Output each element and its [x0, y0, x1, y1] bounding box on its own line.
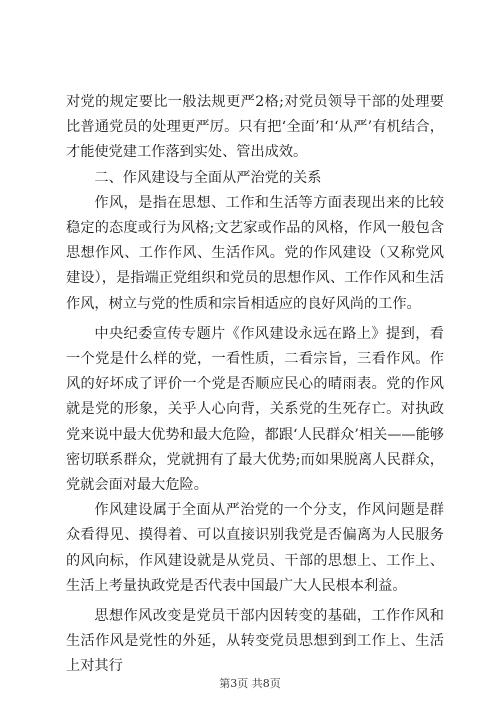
paragraph-thought-style: 思想作风改变是党员干部内因转变的基础，工作作风和生活作风是党性的外延，从转变党员思想到到工作上、生活上对其行	[66, 608, 444, 675]
paragraph-definition: 作风，是指在思想、工作和生活等方面表现出来的比较稳定的态度或行为风格;文艺家或作品的风格，作风一般包含思想作风、工作作风、生活作风。党的作风建设（又称党风建设），是指端正党组织和党员的思想作风、工作作风和生活作风，树立与党的性质和宗旨相适应的良好风尚的工作。	[66, 194, 444, 312]
page-footer: 第3页 共8页	[219, 677, 281, 690]
paragraph-quote: 中央纪委宣传专题片《作风建设永远在路上》提到，看一个党是什么样的党，一看性质，二看宗旨，三看作风。作风的好坏成了评价一个党是否顺应民心的晴雨表。党的作风就是党的形象，关乎人心向背，关系党的生死存亡。对执政党来说中最大优势和最大危险，都跟‘人民群众’相关——能够密切联系群众，党就拥有了最大优势;而如果脱离人民群众，党就会面对最大危险。	[66, 325, 444, 494]
paragraph-relation: 作风建设属于全面从严治党的一个分支，作风问题是群众看得见、摸得着、可以直接识别我党是否偏离为人民服务的风向标，作风建设就是从党员、干部的思想上、工作上、生活上考量执政党是否代表中国最广大人民根本利益。	[66, 502, 444, 594]
paragraph-continued: 对党的规定要比一般法规更严2格;对党员领导干部的处理要比普通党员的处理更严厉。只有把‘全面’和‘从严’有机结合，才能使党建工作落到实处、管出成效。	[66, 94, 444, 161]
document-body	[66, 90, 444, 680]
section-heading: 二、作风建设与全面从严治党的关系	[94, 169, 322, 186]
